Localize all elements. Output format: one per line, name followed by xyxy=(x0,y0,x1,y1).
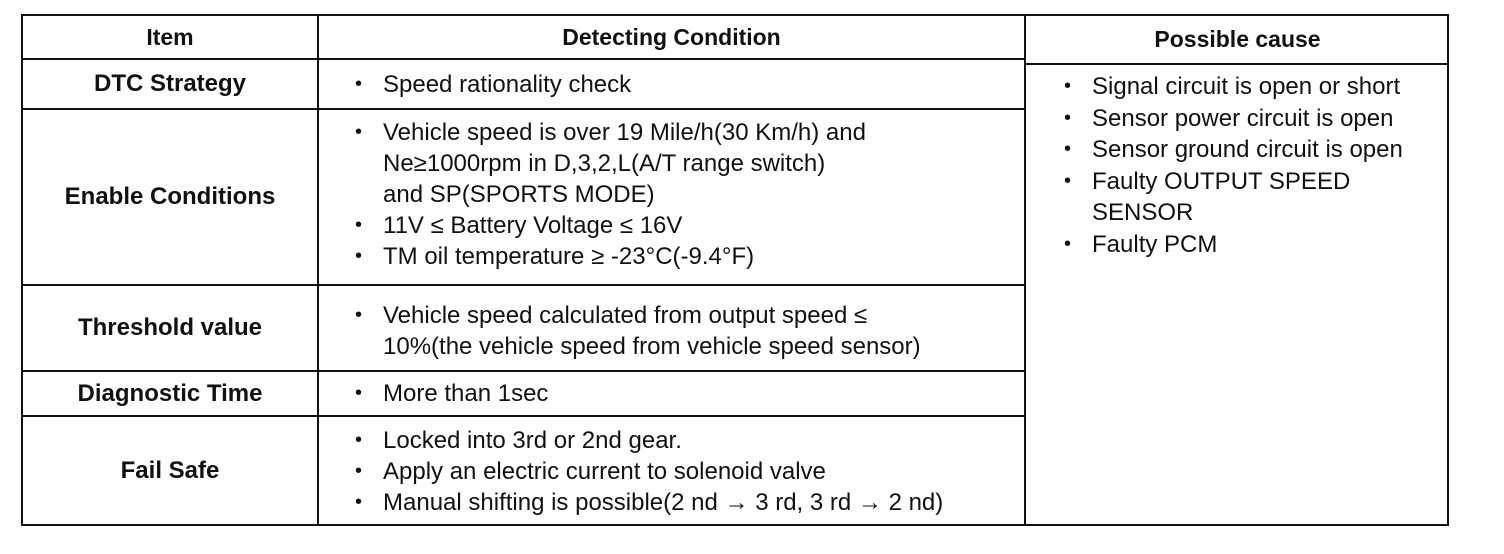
bullet-icon: • xyxy=(1064,106,1072,129)
list-item: • More than 1sec xyxy=(355,380,549,407)
diagnostic-table xyxy=(21,14,1449,526)
bullet-icon: • xyxy=(355,304,363,326)
bullet-icon: • xyxy=(355,460,363,482)
bullet-icon: • xyxy=(355,491,363,513)
header-possible-cause: Possible cause xyxy=(1154,26,1321,52)
list-item: • Faulty OUTPUT SPEED SENSOR xyxy=(1064,167,1351,226)
bullet-icon: • xyxy=(1064,169,1072,192)
condition-enable-conditions xyxy=(319,117,1024,272)
bullet-icon: • xyxy=(1064,232,1072,255)
item-dtc-strategy: DTC Strategy xyxy=(93,70,247,97)
list-item: • Apply an electric current to solenoid valve xyxy=(355,458,826,485)
bullet-icon: • xyxy=(355,214,363,236)
bullet-icon: • xyxy=(355,245,363,267)
bullet-icon: • xyxy=(355,121,363,143)
list-item: • Faulty PCM xyxy=(1064,229,1449,261)
condition-threshold-value xyxy=(319,300,1024,362)
list-item: • Speed rationality check xyxy=(355,71,632,98)
list-item: • TM oil temperature ≥ -23°C(-9.4°F) xyxy=(355,243,755,270)
list-item: • Vehicle speed calculated from output speed ≤ 10%(the vehicle speed from vehicle speed sensor) xyxy=(355,302,921,360)
list-item: • Vehicle speed is over 19 Mile/h(30 Km/h) and Ne≥1000rpm in D,3,2,L(A/T range switch) and SP(SPORTS MODE) xyxy=(355,119,866,208)
list-item: • Locked into 3rd or 2nd gear. xyxy=(355,427,682,454)
bullet-icon: • xyxy=(1064,75,1072,97)
row-divider-cause-header xyxy=(1024,63,1449,65)
item-threshold-value: Threshold value xyxy=(77,314,263,341)
condition-fail-safe xyxy=(319,425,1024,518)
header-item: Item xyxy=(146,23,194,50)
condition-diagnostic-time xyxy=(319,378,1024,409)
condition-dtc-strategy xyxy=(319,69,1024,100)
list-item: • Signal circuit is open or short xyxy=(1064,71,1449,103)
list-item: • Sensor ground circuit is open xyxy=(1064,134,1449,166)
item-fail-safe: Fail Safe xyxy=(120,456,220,484)
possible-cause-list xyxy=(1026,71,1449,260)
item-enable-conditions: Enable Conditions xyxy=(64,183,276,210)
bullet-icon: • xyxy=(355,73,363,95)
bullet-icon: • xyxy=(355,429,363,451)
list-item: • Sensor power circuit is open xyxy=(1064,103,1449,135)
list-item: • 11V ≤ Battery Voltage ≤ 16V xyxy=(355,212,683,239)
list-item: • Manual shifting is possible(2 nd → 3 rd, 3 rd → 2 nd) xyxy=(355,489,944,516)
item-diagnostic-time: Diagnostic Time xyxy=(77,379,263,407)
header-detecting-condition: Detecting Condition xyxy=(562,23,781,50)
bullet-icon: • xyxy=(1064,138,1072,160)
bullet-icon: • xyxy=(355,382,363,404)
